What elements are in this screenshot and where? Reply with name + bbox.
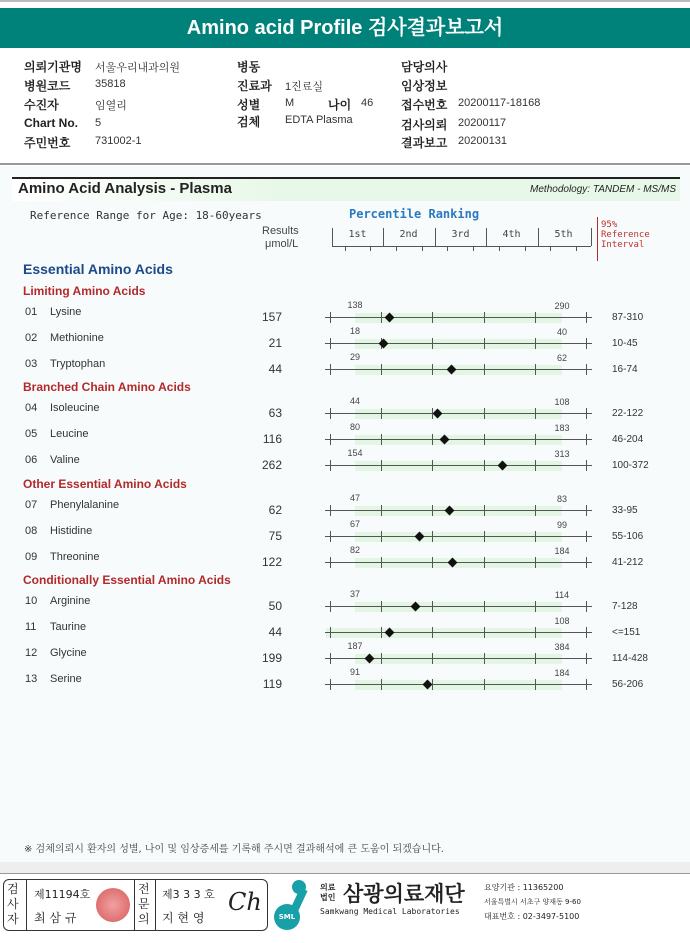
divider (0, 163, 690, 165)
scale-tick (473, 246, 474, 251)
range-low: 187 (347, 641, 363, 651)
reference-band (355, 506, 562, 516)
axis-tick (586, 601, 587, 612)
info-label: 수진자 (24, 98, 59, 112)
percentile-label: 4th (502, 229, 521, 240)
reference-range: 114-428 (612, 653, 648, 664)
amino-acid-name: Serine (50, 673, 82, 685)
axis-line (325, 606, 592, 607)
info-label: Chart No. (24, 116, 78, 130)
item-number: 06 (25, 454, 38, 466)
info-value: M (285, 97, 295, 109)
axis-tick (330, 627, 331, 638)
axis-line (325, 562, 592, 563)
axis-tick (432, 653, 433, 664)
range-high: 384 (554, 642, 570, 652)
axis-tick (330, 557, 331, 568)
org-english: Samkwang Medical Laboratories (320, 907, 460, 916)
axis-tick (330, 505, 331, 516)
item-number: 01 (25, 306, 38, 318)
range-high: 184 (554, 546, 570, 556)
item-number: 12 (25, 647, 38, 659)
axis-tick (330, 531, 331, 542)
axis-tick (535, 601, 536, 612)
result-value: 63 (268, 406, 282, 420)
axis-tick (484, 408, 485, 419)
range-low: 154 (347, 448, 363, 458)
axis-tick (432, 531, 433, 542)
axis-tick (484, 531, 485, 542)
amino-acid-name: Leucine (50, 428, 89, 440)
examiner-number: 제11194호 (34, 888, 91, 901)
range-low: 29 (349, 352, 360, 362)
amino-acid-name: Taurine (50, 621, 87, 633)
axis-tick (484, 679, 485, 690)
ref-interval-label (601, 220, 650, 250)
reference-band (355, 409, 562, 419)
axis-line (325, 632, 592, 633)
axis-tick (535, 557, 536, 568)
axis-tick (535, 364, 536, 375)
unit-label: μmol/L (265, 238, 299, 250)
specialist-label: 전문의 (138, 882, 150, 926)
results-label: Results (262, 225, 299, 237)
percentile-label: 1st (348, 229, 367, 240)
reference-range: 41-212 (612, 557, 644, 568)
range-high: 184 (554, 668, 570, 678)
axis-tick (535, 460, 536, 471)
axis-tick (484, 557, 485, 568)
axis-tick (586, 312, 587, 323)
axis-tick (432, 364, 433, 375)
info-value: 5 (95, 117, 102, 129)
item-number: 11 (25, 621, 37, 633)
result-value: 116 (262, 432, 282, 446)
axis-tick (586, 653, 587, 664)
reference-range: 16-74 (612, 364, 638, 375)
axis-tick (484, 627, 485, 638)
phone: 대표번호 : 02-3497-5100 (484, 912, 580, 921)
reference-band (355, 365, 562, 375)
axis-tick (535, 408, 536, 419)
reference-range: 87-310 (612, 312, 644, 323)
range-high: 83 (556, 494, 567, 504)
info-value: 20200131 (458, 135, 507, 147)
result-value: 21 (268, 336, 282, 350)
reference-band (355, 558, 562, 568)
info-label: 검사의뢰 (401, 118, 448, 132)
ref-interval-line: Reference (601, 230, 650, 240)
result-value: 262 (261, 458, 282, 472)
scale-tick (447, 246, 448, 251)
percentile-label: 3rd (451, 229, 470, 240)
reference-band (355, 680, 562, 690)
info-value: 서울우리내과의원 (95, 62, 181, 74)
result-value: 50 (268, 599, 282, 613)
axis-tick (535, 505, 536, 516)
axis-tick (586, 434, 587, 445)
axis-tick (330, 364, 331, 375)
axis-tick (484, 338, 485, 349)
range-high: 290 (554, 301, 570, 311)
scale-tick (499, 246, 500, 251)
reference-band (355, 654, 562, 664)
info-label: 진료과 (237, 79, 272, 93)
facility-code: 요양기관 : 11365200 (484, 883, 564, 892)
axis-tick (535, 434, 536, 445)
range-low: 67 (349, 519, 360, 529)
axis-tick (484, 460, 485, 471)
ref-divider (597, 217, 598, 261)
range-low: 138 (347, 300, 363, 310)
scale-tick (422, 246, 423, 251)
axis-tick (484, 505, 485, 516)
scale-tick (525, 246, 526, 251)
info-label: 성별 (237, 98, 261, 112)
axis-tick (381, 627, 382, 638)
axis-tick (432, 434, 433, 445)
range-high: 114 (554, 590, 570, 600)
axis-tick (484, 653, 485, 664)
reference-band (355, 532, 562, 542)
item-number: 02 (25, 332, 38, 344)
axis-tick (381, 505, 382, 516)
axis-tick (586, 627, 587, 638)
axis-tick (330, 434, 331, 445)
amino-acid-name: Glycine (50, 647, 87, 659)
methodology: Methodology: TANDEM - MS/MS (530, 184, 676, 195)
percentile-title: Percentile Ranking (349, 207, 480, 221)
info-value: 731002-1 (95, 135, 142, 147)
reference-range: <=151 (612, 627, 641, 638)
result-value: 44 (268, 362, 282, 376)
axis-tick (432, 679, 433, 690)
axis-tick (586, 364, 587, 375)
axis-tick (484, 434, 485, 445)
analysis-title: Amino Acid Analysis - Plasma (18, 180, 232, 197)
info-label: 접수번호 (401, 98, 448, 112)
axis-line (325, 343, 592, 344)
reference-band (355, 435, 562, 445)
signature-box (3, 879, 268, 931)
axis-tick (535, 338, 536, 349)
axis-tick (381, 601, 382, 612)
range-high: 313 (554, 449, 570, 459)
specialist-number: 제3 3 3 호 (162, 888, 215, 901)
axis-tick (586, 531, 587, 542)
range-low: 80 (349, 422, 360, 432)
examiner-label: 검사자 (7, 882, 19, 926)
axis-tick (586, 557, 587, 568)
axis-tick (586, 338, 587, 349)
range-low: 44 (349, 396, 360, 406)
examiner-name: 최 삼 규 (34, 911, 77, 925)
seal-icon (96, 888, 130, 922)
axis-tick (330, 312, 331, 323)
axis-tick (381, 408, 382, 419)
info-label: 담당의사 (401, 60, 448, 74)
axis-tick (381, 679, 382, 690)
axis-tick (381, 557, 382, 568)
range-high: 108 (554, 397, 570, 407)
axis-tick (432, 338, 433, 349)
axis-tick (484, 601, 485, 612)
amino-acid-name: Tryptophan (50, 358, 106, 370)
axis-line (325, 369, 592, 370)
address: 서울특별시 서초구 양재동 9-60 (484, 898, 581, 906)
axis-tick (330, 679, 331, 690)
percentile-label: 5th (554, 229, 573, 240)
scale-divider (591, 228, 592, 246)
info-value: 임열리 (95, 100, 127, 112)
info-label: 임상정보 (401, 79, 448, 93)
axis-tick (381, 434, 382, 445)
analysis-header (12, 177, 680, 201)
group-title: Limiting Amino Acids (23, 284, 146, 298)
item-number: 13 (25, 673, 38, 685)
axis-tick (484, 364, 485, 375)
axis-tick (535, 312, 536, 323)
org-prefix: 의료법인 (320, 883, 336, 902)
item-number: 10 (25, 595, 38, 607)
axis-tick (535, 531, 536, 542)
info-value: 46 (361, 97, 374, 109)
section-title: Essential Amino Acids (23, 261, 173, 277)
axis-tick (381, 364, 382, 375)
axis-tick (432, 557, 433, 568)
scale-tick (576, 246, 577, 251)
reference-band (355, 602, 562, 612)
amino-acid-name: Phenylalanine (50, 499, 120, 511)
info-value: 1진료실 (285, 81, 323, 93)
info-label: 결과보고 (401, 136, 448, 150)
scale-tick (345, 246, 346, 251)
axis-tick (381, 531, 382, 542)
amino-acid-name: Arginine (50, 595, 91, 607)
axis-tick (586, 679, 587, 690)
result-value: 199 (261, 651, 282, 665)
footer-divider (0, 862, 690, 874)
axis-tick (432, 460, 433, 471)
range-high: 62 (556, 353, 567, 363)
info-value: 20200117 (458, 117, 507, 129)
top-border (0, 0, 690, 2)
amino-acid-name: Methionine (50, 332, 104, 344)
item-number: 09 (25, 551, 38, 563)
item-number: 05 (25, 428, 38, 440)
reference-range: 10-45 (612, 338, 638, 349)
reference-band (326, 628, 562, 638)
ref-interval-line: Interval (601, 240, 645, 250)
result-value: 62 (268, 503, 282, 517)
signature-icon: Ch (228, 888, 262, 916)
axis-line (325, 465, 592, 466)
range-high: 108 (554, 616, 570, 626)
logo-text: SML (274, 904, 300, 930)
axis-tick (381, 653, 382, 664)
axis-tick (432, 505, 433, 516)
reference-range: 56-206 (612, 679, 644, 690)
result-value: 119 (262, 677, 282, 691)
axis-line (325, 684, 592, 685)
report-title: Amino acid Profile 검사결과보고서 (0, 8, 690, 48)
range-low: 47 (349, 493, 360, 503)
amino-acid-name: Threonine (50, 551, 100, 563)
axis-tick (586, 460, 587, 471)
axis-line (325, 413, 592, 414)
info-value: EDTA Plasma (285, 114, 353, 126)
axis-tick (330, 601, 331, 612)
item-number: 04 (25, 402, 38, 414)
axis-line (325, 510, 592, 511)
info-value: 35818 (95, 78, 126, 90)
range-low: 91 (349, 667, 360, 677)
note: ※ 검체의뢰시 환자의 성별, 나이 및 임상증세를 기록해 주시면 결과해석에 큰 도움이 되겠습니다. (24, 844, 444, 855)
item-number: 03 (25, 358, 38, 370)
reference-range: 100-372 (612, 460, 649, 471)
axis-tick (535, 653, 536, 664)
info-label: 검체 (237, 115, 261, 129)
axis-tick (484, 312, 485, 323)
range-low: 18 (349, 326, 360, 336)
axis-tick (330, 460, 331, 471)
result-value: 44 (268, 625, 282, 639)
axis-tick (535, 627, 536, 638)
info-label: 병동 (237, 60, 261, 74)
reference-band (355, 461, 562, 471)
group-title: Other Essential Amino Acids (23, 477, 187, 491)
axis-tick (381, 312, 382, 323)
axis-tick (330, 408, 331, 419)
result-value: 75 (268, 529, 282, 543)
axis-line (325, 536, 592, 537)
item-number: 07 (25, 499, 38, 511)
axis-tick (586, 408, 587, 419)
result-value: 157 (261, 310, 282, 324)
scale-tick (396, 246, 397, 251)
axis-tick (535, 679, 536, 690)
reference-range: 46-204 (612, 434, 644, 445)
axis-tick (330, 653, 331, 664)
scale-tick (550, 246, 551, 251)
range-low: 82 (349, 545, 360, 555)
reference-range: 7-128 (612, 601, 638, 612)
axis-line (325, 317, 592, 318)
amino-acid-name: Lysine (50, 306, 82, 318)
amino-acid-name: Valine (50, 454, 80, 466)
amino-acid-name: Isoleucine (50, 402, 100, 414)
range-high: 99 (556, 520, 567, 530)
axis-tick (432, 312, 433, 323)
result-value: 122 (261, 555, 282, 569)
info-label: 병원코드 (24, 79, 71, 93)
axis-line (325, 439, 592, 440)
axis-tick (586, 505, 587, 516)
item-number: 08 (25, 525, 38, 537)
reference-range: 55-106 (612, 531, 644, 542)
info-label: 의뢰기관명 (24, 60, 82, 74)
info-label: 나이 (328, 98, 352, 112)
axis-tick (432, 601, 433, 612)
org-name: 삼광의료재단 (343, 882, 465, 906)
scale-tick (370, 246, 371, 251)
ref-interval-line: 95% (601, 220, 618, 230)
sml-logo (274, 880, 314, 932)
reference-age: Reference Range for Age: 18-60years (30, 209, 262, 222)
axis-tick (381, 460, 382, 471)
info-label: 주민번호 (24, 136, 71, 150)
range-high: 40 (556, 327, 567, 337)
reference-range: 22-122 (612, 408, 644, 419)
group-title: Branched Chain Amino Acids (23, 380, 191, 394)
group-title: Conditionally Essential Amino Acids (23, 573, 231, 587)
range-low: 37 (349, 589, 360, 599)
axis-tick (432, 627, 433, 638)
reference-range: 33-95 (612, 505, 638, 516)
info-value: 20200117-18168 (458, 97, 541, 109)
axis-tick (330, 338, 331, 349)
percentile-label: 2nd (399, 229, 418, 240)
specialist-name: 지 현 영 (162, 911, 205, 925)
range-high: 183 (554, 423, 570, 433)
amino-acid-name: Histidine (50, 525, 93, 537)
